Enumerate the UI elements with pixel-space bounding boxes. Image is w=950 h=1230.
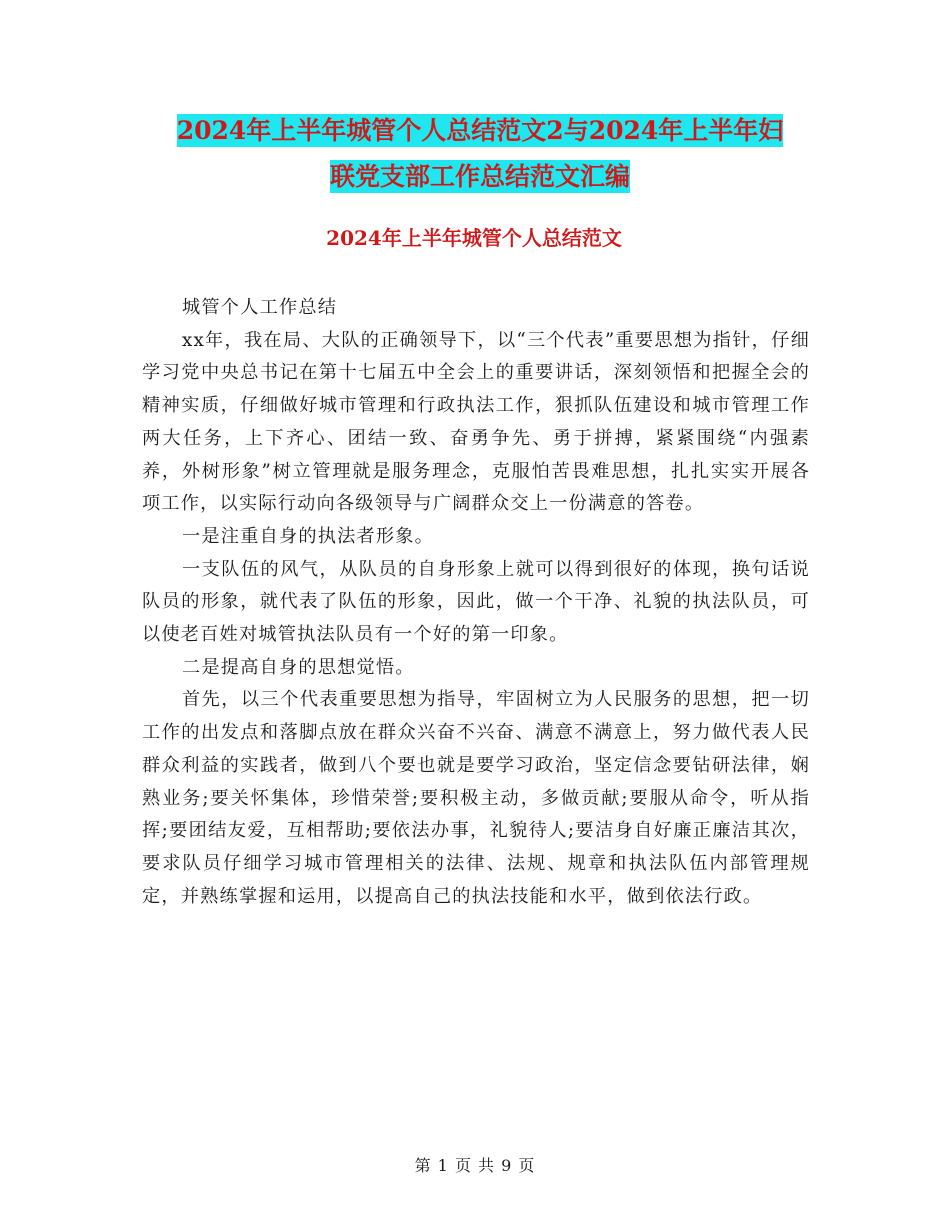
document-title <box>140 108 820 200</box>
document-body <box>142 292 810 913</box>
paragraph: 一支队伍的风气，从队员的自身形象上就可以得到很好的体现，换句话说队员的形象，就代表了队伍的形象，因此，做一个干净、礼貌的执法队员，可以使老百姓对城管执法队员有一个好的第一印象。 <box>142 558 810 646</box>
paragraph-heading: 城管个人工作总结 <box>182 297 338 318</box>
document-title-line-2: 联党支部工作总结范文汇编 <box>329 162 630 191</box>
page-footer: 第 1 页 共 9 页 <box>414 1156 536 1175</box>
paragraph-point-2: 二是提高自身的思想觉悟。 <box>182 656 415 678</box>
paragraph: xx年，我在局、大队的正确领导下，以“三个代表”重要思想为指针，仔细学习党中央总书记在第十七届五中全会上的重要讲话，深刻领悟和把握全会的精神实质，仔细做好城市管理和行政执法工作，狠抓队伍建设和城市管理工作两大任务，上下齐心、团结一致、奋勇争先、勇于拼搏，紧紧围绕“内强素养，外树形象”树立管理就是服务理念，克服怕苦畏难思想，扎扎实实开展各项工作，以实际行动向各级领导与广阔群众交上一份满意的答卷。 <box>142 329 810 515</box>
document-title-line-1: 2024年上半年城管个人总结范文2与2024年上半年妇 <box>176 116 784 145</box>
paragraph-point-1: 一是注重自身的执法者形象。 <box>182 525 435 547</box>
paragraph: 首先，以三个代表重要思想为指导，牢固树立为人民服务的思想，把一切工作的出发点和落脚点放在群众兴奋不兴奋、满意不满意上，努力做代表人民群众利益的实践者，做到八个要也就是要学习政治，坚定信念要钻研法律，娴熟业务;要关怀集体，珍惜荣誉;要积极主动，多做贡献;要服从命令，听从指挥;要团结友爱，互相帮助;要依法办事，礼貌待人;要洁身自好廉正廉洁其次，要求队员仔细学习城市管理相关的法律、法规、规章和执法队伍内部管理规定，并熟练掌握和运用，以提高自己的执法技能和水平，做到依法行政。 <box>142 689 810 907</box>
section-title: 2024年上半年城管个人总结范文 <box>326 226 622 250</box>
